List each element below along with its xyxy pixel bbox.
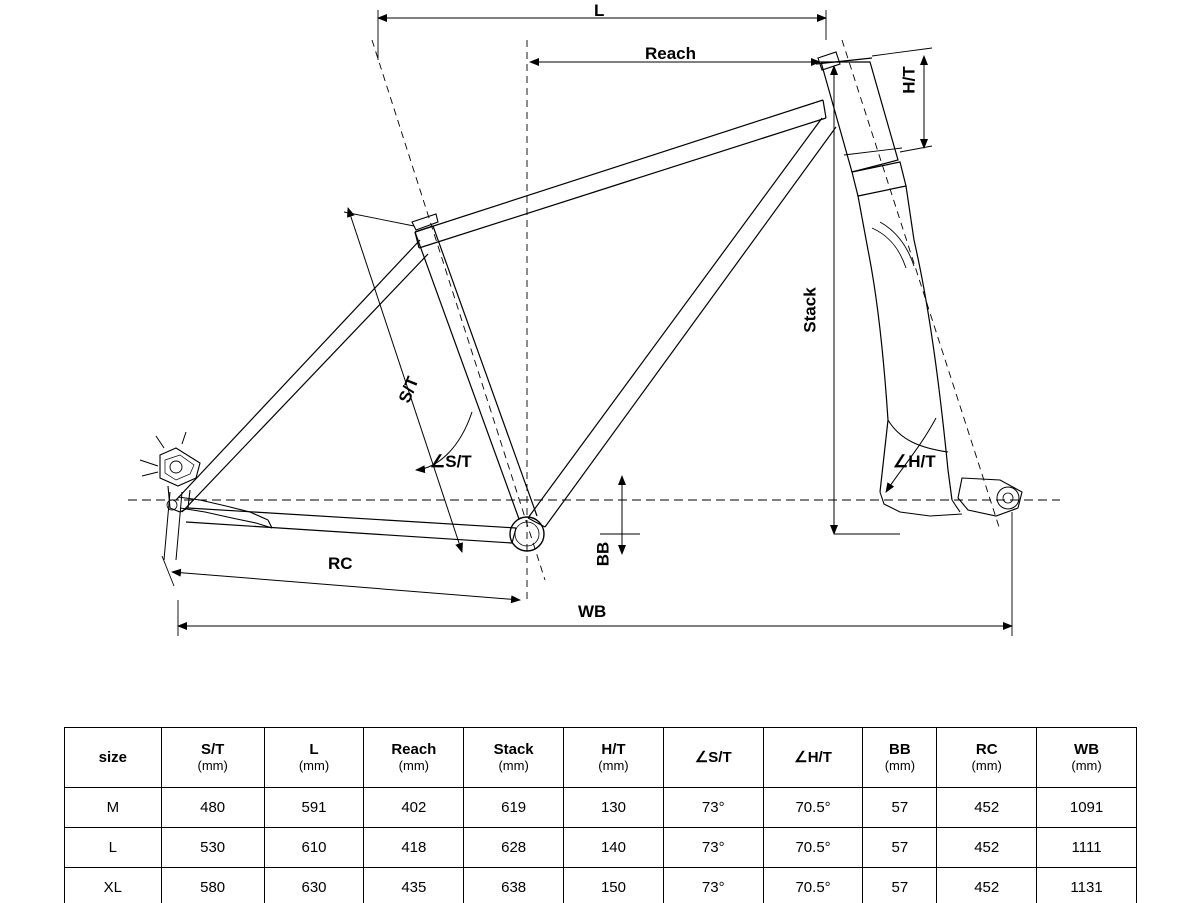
table-cell: 619 <box>464 788 564 828</box>
label-head-tube-angle: ∠H/T <box>893 452 936 471</box>
header-unit: (mm) <box>971 757 1002 773</box>
table-cell: 610 <box>264 828 364 868</box>
header-unit: (mm) <box>884 757 916 773</box>
table-cell: 57 <box>863 828 937 868</box>
header-label: ∠H/T <box>794 748 832 766</box>
table-header-cell <box>161 728 264 788</box>
header-label: Stack <box>493 741 534 759</box>
table-header-cell <box>863 728 937 788</box>
table-header-row <box>65 728 1137 788</box>
table-cell: 628 <box>464 828 564 868</box>
header-label: size <box>98 748 128 766</box>
table-cell: 150 <box>564 868 664 903</box>
table-header-cell <box>663 728 763 788</box>
label-bb-drop: BB <box>593 541 613 567</box>
table-cell: 418 <box>364 828 464 868</box>
table-cell: 140 <box>564 828 664 868</box>
table-cell: 1091 <box>1037 788 1137 828</box>
table-cell: 530 <box>161 828 264 868</box>
header-label: Reach <box>391 741 437 759</box>
label-l: L <box>594 1 605 20</box>
table-cell-size: M <box>65 788 162 828</box>
header-unit: (mm) <box>398 757 429 773</box>
header-unit: (mm) <box>197 757 228 773</box>
table-cell: 57 <box>863 868 937 903</box>
header-label: H/T <box>601 741 626 759</box>
table-cell: 452 <box>937 788 1037 828</box>
table-cell: 1131 <box>1037 868 1137 903</box>
label-rear-center: RC <box>328 554 353 573</box>
label-seat-tube-angle: ∠S/T <box>430 452 472 471</box>
header-unit: (mm) <box>298 757 330 773</box>
table-cell-size: L <box>65 828 162 868</box>
table-row <box>65 828 1137 868</box>
table-header-cell <box>264 728 364 788</box>
header-label: L <box>309 741 319 759</box>
geometry-table <box>64 727 1137 903</box>
table-header-cell <box>763 728 863 788</box>
table-row <box>65 868 1137 903</box>
label-head-tube-length: H/T <box>899 66 919 94</box>
table-cell: 630 <box>264 868 364 903</box>
label-reach: Reach <box>645 44 697 63</box>
header-label: WB <box>1074 741 1100 759</box>
header-label: BB <box>889 741 911 759</box>
table-header-cell <box>364 728 464 788</box>
table-header-cell <box>65 728 162 788</box>
table-cell: 70.5° <box>763 788 863 828</box>
table-cell-size: XL <box>65 868 162 903</box>
header-unit: (mm) <box>498 757 529 773</box>
header-label: S/T <box>200 741 225 759</box>
table-header-cell <box>1037 728 1137 788</box>
table-header-cell <box>937 728 1037 788</box>
table-header-cell <box>564 728 664 788</box>
table-cell: 73° <box>663 828 763 868</box>
header-unit: (mm) <box>1071 757 1102 773</box>
table-cell: 73° <box>663 868 763 903</box>
table-cell: 402 <box>364 788 464 828</box>
header-label: ∠S/T <box>694 748 732 766</box>
table-cell: 591 <box>264 788 364 828</box>
label-seat-tube-length: S/T <box>394 373 423 406</box>
table-cell: 70.5° <box>763 868 863 903</box>
table-row <box>65 788 1137 828</box>
label-wheelbase: WB <box>578 602 607 621</box>
table-cell: 57 <box>863 788 937 828</box>
header-unit: (mm) <box>598 757 629 773</box>
table-header-cell <box>464 728 564 788</box>
label-stack: Stack <box>800 287 820 333</box>
table-cell: 130 <box>564 788 664 828</box>
table-cell: 452 <box>937 868 1037 903</box>
table-cell: 435 <box>364 868 464 903</box>
table-cell: 70.5° <box>763 828 863 868</box>
table-cell: 452 <box>937 828 1037 868</box>
table-cell: 638 <box>464 868 564 903</box>
table-cell: 1111 <box>1037 828 1137 868</box>
geometry-table-wrapper <box>64 727 1137 903</box>
table-cell: 73° <box>663 788 763 828</box>
table-cell: 480 <box>161 788 264 828</box>
table-cell: 580 <box>161 868 264 903</box>
header-label: RC <box>975 741 998 759</box>
